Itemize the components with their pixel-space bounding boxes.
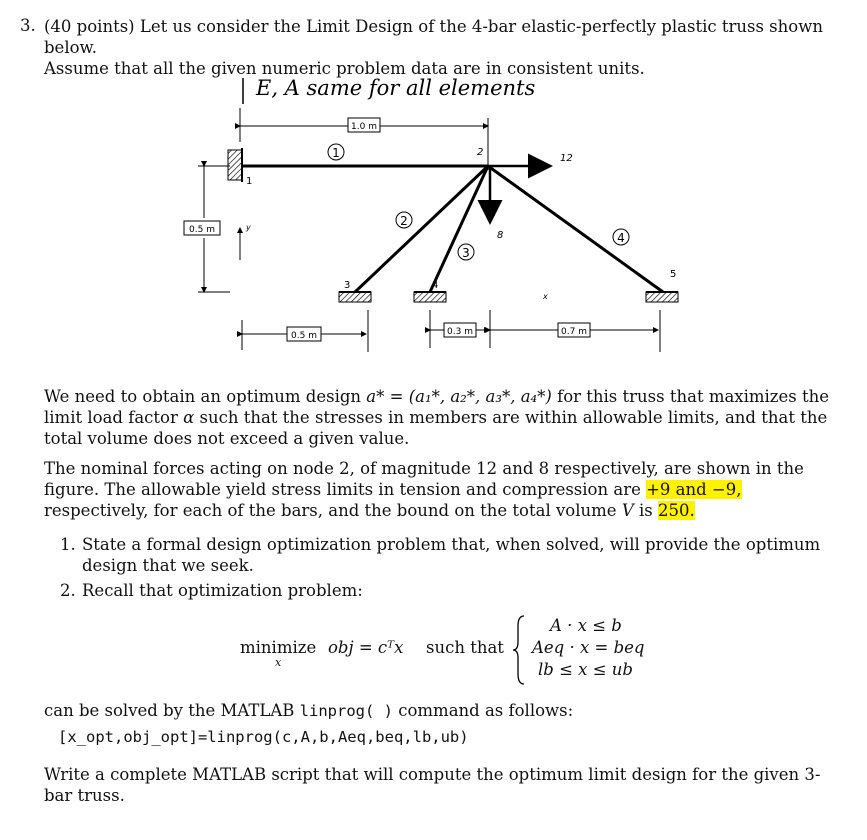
dim-left-label: 0.5 m: [189, 225, 215, 235]
member-4-label: 4: [617, 231, 625, 245]
para3-text: can be solved by the MATLAB: [44, 701, 300, 720]
node-5-label: 5: [670, 269, 677, 280]
paragraph-matlab: [44, 700, 844, 722]
node-3-label: 3: [344, 280, 351, 291]
lp-subscript-x: x: [275, 656, 282, 669]
highlight-yield-limits: +9 and −9,: [646, 480, 742, 499]
axis-y-label: y: [246, 223, 251, 232]
lp-brace: [512, 614, 526, 686]
member-4: [488, 166, 663, 292]
list-item-1-num: 1.: [60, 535, 76, 554]
problem-number: 3.: [20, 16, 36, 35]
para1-text-c: such that the stresses in members are within allowable limits, and that the total volume does not exceed a given value.: [44, 408, 828, 448]
list-item-2-text: Recall that optimization problem:: [82, 581, 363, 600]
volume-symbol: V: [621, 501, 634, 520]
list-item-1: [60, 534, 840, 576]
node-1-label: 1: [246, 176, 253, 187]
lp-formulation: [240, 612, 660, 684]
member-2-label: 2: [400, 214, 408, 228]
para2-text-a: The nominal forces acting on node 2, of magnitude 12 and 8 respectively, are shown in the figure. The allowable yield stress limits in tension and compression are: [44, 459, 804, 499]
para1-text-a: We need to obtain an optimum design: [44, 387, 367, 406]
dim-bottom-mid-label: 0.3 m: [447, 327, 473, 337]
figure-caption: E, A same for all elements: [256, 76, 536, 100]
member-2: [355, 166, 488, 292]
highlight-volume-bound: 250.: [657, 501, 695, 520]
dim-top-label: 1.0 m: [351, 122, 377, 132]
para2-text-c: is: [633, 501, 658, 520]
lp-constraint-bounds: lb ≤ x ≤ ub: [538, 660, 633, 679]
list-item-2: [60, 580, 840, 601]
member-3-label: 3: [462, 246, 470, 260]
paragraph-limits: [44, 458, 844, 521]
design-vector-formula: a* = (a₁*, a₂*, a₃*, a₄*): [366, 387, 552, 406]
para3-text-b: command as follows:: [392, 701, 574, 720]
list-item-2-num: 2.: [60, 581, 76, 600]
paragraph-task: Write a complete MATLAB script that will compute the optimum limit design for the given 3-bar truss.: [44, 765, 821, 805]
force-v-label: 8: [497, 230, 504, 241]
linprog-command: linprog( ): [299, 702, 393, 720]
matlab-code-line: [x_opt,obj_opt]=linprog(c,A,b,Aeq,beq,lb,ub): [58, 728, 469, 746]
member-1-label: 1: [332, 146, 340, 160]
dim-bottom-right-label: 0.7 m: [561, 327, 587, 337]
intro-line-1: (40 points) Let us consider the Limit Design of the 4-bar elastic-perfectly plastic truss shown below.: [44, 17, 823, 57]
alpha-symbol: α: [183, 408, 195, 427]
list-item-1-text: State a formal design optimization problem that, when solved, will provide the optimum design that we seek.: [82, 535, 821, 575]
lp-minimize: minimize: [240, 638, 317, 657]
wall-support-1: [228, 150, 242, 180]
para1-text-b: for this truss that maximizes the limit load factor: [44, 387, 829, 427]
force-h-label: 12: [560, 153, 573, 164]
paragraph-objective: [44, 386, 844, 449]
ground-support-5: [646, 292, 678, 302]
axis-x-label: x: [543, 292, 548, 301]
ground-support-4: [414, 292, 446, 302]
node-4-label: 4: [432, 280, 439, 291]
intro-line-2: Assume that all the given numeric problem data are in consistent units.: [44, 59, 645, 78]
lp-such-that: such that: [426, 638, 504, 657]
lp-objective: obj = cᵀx: [328, 638, 404, 657]
dim-bottom-left-label: 0.5 m: [291, 331, 317, 341]
para2-text-b: respectively, for each of the bars, and the bound on the total volume: [44, 501, 622, 520]
ground-support-3: [339, 292, 371, 302]
truss-figure: [0, 70, 867, 370]
member-3: [430, 166, 488, 292]
lp-constraint-equality: Aeq · x = beq: [532, 638, 645, 657]
node-2-label: 2: [477, 147, 484, 158]
lp-constraint-inequality: A · x ≤ b: [550, 616, 622, 635]
